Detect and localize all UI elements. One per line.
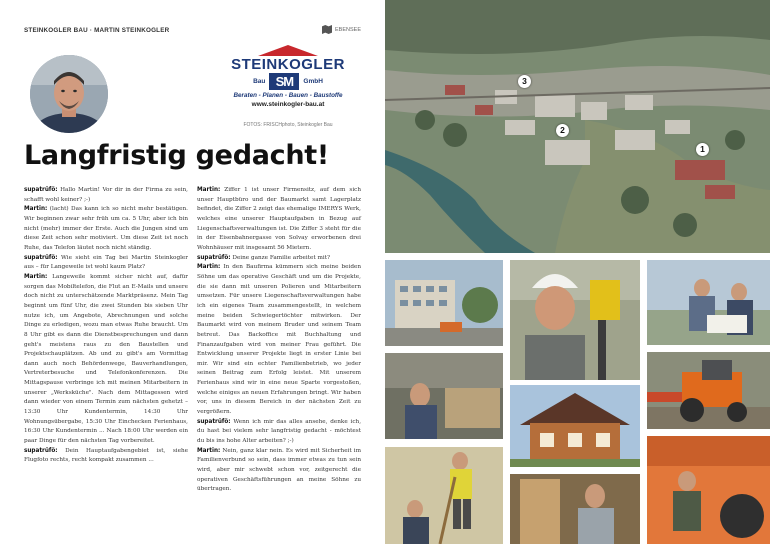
photo-workers-on-ladder bbox=[385, 447, 503, 544]
speaker: supatrüfö: bbox=[24, 187, 58, 193]
logo-website[interactable]: www.steinkogler-bau.at bbox=[251, 101, 325, 108]
logo-name: STEINKOGLER bbox=[231, 56, 345, 73]
headline: Langfristig gedacht! bbox=[24, 140, 329, 171]
company-logo bbox=[218, 45, 358, 115]
speaker: supatrüfö: bbox=[24, 447, 58, 454]
article-page-left bbox=[0, 0, 384, 544]
speaker: supatrüfö: bbox=[197, 418, 231, 425]
photo-holiday-house bbox=[510, 385, 640, 467]
paragraph-text: Deine ganze Familie arbeitet mit? bbox=[230, 254, 331, 261]
paragraph-text: Ziffer 1 ist unser Firmensitz, auf dem sich unser Hauptbüro und der Baumarkt samt Lagerplatz befindet, die Ziffer 2 zeigt das ehemalige IMERYS Werk, welches eine unserer Hauptaufgaben in Bezug auf Liegenschaftsverwaltungen ist. Die Ziffer 3 steht für die in der Eisenbahnergasse von Solvay erworbenen drei Wohnhäuser mit insgesamt 56 Mietern. bbox=[197, 187, 361, 251]
logo-mark: SM bbox=[269, 73, 299, 90]
page-header: STEINKOGLER BAU · MARTIN STEINKOGLER bbox=[24, 27, 170, 34]
interview-paragraph bbox=[24, 273, 188, 447]
interview-paragraph bbox=[24, 447, 188, 466]
interview-paragraph bbox=[197, 186, 361, 254]
roof-icon bbox=[258, 45, 318, 56]
interview-paragraph bbox=[24, 205, 188, 253]
speaker: supatrüfö: bbox=[24, 254, 58, 261]
photo-worker-inspecting bbox=[385, 353, 503, 439]
speaker: supatrüfö: bbox=[197, 254, 231, 261]
photo-workers-at-machine bbox=[647, 436, 770, 544]
speaker: Martin: bbox=[24, 273, 48, 280]
speaker: Martin: bbox=[197, 187, 221, 193]
photo-credit: FOTOS: FRISCHphoto, Steinkogler Bau bbox=[243, 122, 333, 128]
speaker: Martin: bbox=[197, 264, 221, 271]
photo-tractor bbox=[647, 352, 770, 429]
paragraph-text: Langeweile kommt sicher nicht auf, dafür sorgen das Mobiltelefon, die Flut an E-Mails und unsere doch nicht zu unterschätzende Marktpräsenz. Mein Tag beginnt um fünf Uhr, die zwei Stunden bis sieben Uhr nutze ich, um Angebote, Abrechnungen und solche Dinge zu erledigen, wozu man etwas Ruhe braucht. Um 8 Uhr gibt es dann die Dienstbesprechungen und dann geht's meistens raus zu den Baustellen und Projektschauplätzen. Ab und zu gibt's am Vormittag dann auch noch Behördenwege, Bauverhandlungen, Vertreterbesuche und Telefonkonferenzen. Die Mittagspause verbringe ich mit meinen Mitarbeitern in unserer „Werksküche". Nach dem Mittagessen wird dann wieder von einem Termin zum nächsten gehetzt – 13:30 Uhr Kundentermin, 14:30 Uhr Wohnungsübergabe, 15:30 Uhr Einchecken Ferienhaus, 16:30 Uhr Kundentermin ... Nach 18:00 Uhr werden ein paar Dinge für den nächsten Tag vorbereitet. bbox=[24, 273, 188, 445]
speaker: Martin: bbox=[24, 206, 48, 213]
text-column-2 bbox=[197, 186, 361, 495]
paragraph-text: Wenn ich mir das alles ansehe, denke ich, du hast bei vielem sehr langfristig gedacht - möchtest du bis ins hohe Alter arbeiten? ;-) bbox=[197, 418, 361, 445]
paragraph-text: (lacht) Das kann ich so nicht mehr bestätigen. Wir beginnen zwar sehr früh um ca. 5 Uhr, aber ich bin nicht (mehr) immer der Erste. Auch die Jungen sind um diese Zeit schon sehr motiviert. Um diese Zeit ist noch Ruhe, das Telefon läutet noch nicht ständig. bbox=[24, 206, 188, 251]
interview-paragraph bbox=[24, 254, 188, 273]
paragraph-text: Wie sieht ein Tag bei Martin Steinkogler aus – für Langeweile ist wohl kaum Platz? bbox=[24, 254, 188, 271]
logo-tagline: Beraten - Planen - Bauen - Baustoffe bbox=[233, 92, 343, 99]
speaker: Martin: bbox=[197, 447, 221, 454]
logo-bau: Bau bbox=[253, 78, 266, 85]
aerial-marker-1: 1 bbox=[696, 143, 709, 156]
paragraph-text: Dein Hauptaufgabengebiet ist, siehe Flugfoto rechts, recht kompakt zusammen ... bbox=[24, 447, 188, 464]
region-name: EBENSEE bbox=[335, 26, 361, 33]
interview-paragraph bbox=[24, 186, 188, 205]
photo-two-men-with-plans bbox=[647, 260, 770, 345]
text-column-1 bbox=[24, 186, 188, 466]
aerial-marker-3: 3 bbox=[518, 75, 531, 88]
photo-apartment-building bbox=[385, 260, 503, 346]
photo-worker-at-door bbox=[510, 474, 640, 544]
map-icon bbox=[322, 25, 332, 34]
interview-paragraph bbox=[197, 418, 361, 447]
paragraph-text: Nein, ganz klar nein. Es wird mit Sicherheit im Familienverbund so sein, dass immer etwas zu tun sein wird, aber mir schwebt schon vor, zeitgerecht die operativen Geschäftsführungen an meine Söhne zu übertragen. bbox=[197, 447, 361, 493]
photo-surveyor-portrait bbox=[510, 260, 640, 380]
interview-paragraph bbox=[197, 263, 361, 418]
aerial-marker-2: 2 bbox=[556, 124, 569, 137]
logo-gmbh: GmbH bbox=[303, 78, 323, 85]
paragraph-text: In den Baufirma kümmern sich meine beiden Söhne um das operative Geschäft und um die Projekte, die sie dann mit unseren Polieren und Mitarbeitern umsetzen. Für unsere Liegenschaftsverwaltungen habe ich ein eigenes Team zusammengestellt, in welchem meine beiden Schwiegertöchter mitwirken. Der Baumarkt wird von meinem Bruder und seinem Team betreut. Das Backoffice mit Buchhaltung und Finanzaufgaben wird von meiner Frau geführt. Die Entwicklung unserer Projekte liegt in erster Linie bei mir. Wir sind ein echter Familienbetrieb, wo jeder seinen Beitrag zum Erfolg leistet. Mit unserem Ferienhaus sind wir in eine neue Sparte vorgestoßen, welche einiges an neuen Erfahrungen bringt. Wir haben vor, uns in diesem Bereich in der nächsten Zeit zu vergrößern. bbox=[197, 264, 361, 416]
region-label bbox=[322, 25, 361, 34]
paragraph-text: Hallo Martin! Vor dir in der Firma zu sein, schafft wohl keiner? ;-) bbox=[24, 187, 188, 203]
interview-paragraph bbox=[197, 254, 361, 264]
portrait-photo bbox=[30, 55, 108, 133]
aerial-photo bbox=[385, 0, 770, 253]
interview-paragraph bbox=[197, 447, 361, 495]
